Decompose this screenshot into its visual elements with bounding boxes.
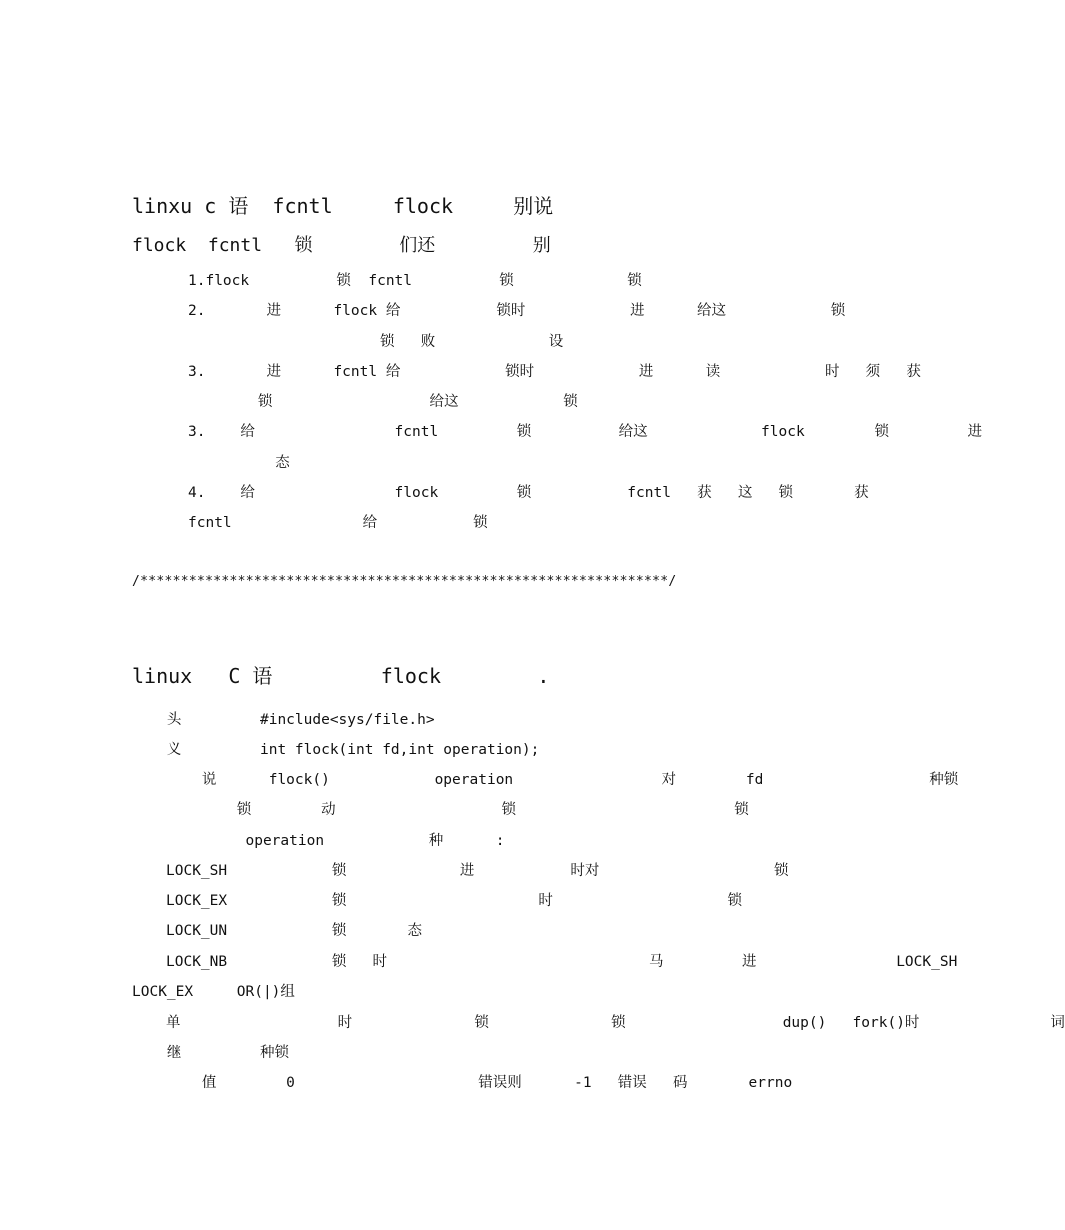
- section2-line: LOCK_NB 锁 时 马 进 LOCK_SH: [166, 954, 958, 970]
- section1-item: 4. 给 flock 锁 fcntl 获 这 锁 获: [188, 485, 869, 501]
- section2-title: linux C 语 flock .: [132, 664, 550, 688]
- section1-item: 2. 进 flock 给 锁时 进 给这 锁: [188, 303, 846, 319]
- section1-item: 3. 进 fcntl 给 锁时 进 读 时 须 获: [188, 364, 921, 380]
- section2-line: 锁 动 锁 锁: [132, 802, 749, 818]
- section1-title: linxu c 语 fcntl flock 别说: [132, 194, 554, 218]
- section1-item: 锁 给这 锁: [188, 394, 578, 410]
- section2-line: 单 时 锁 锁 dup() fork()时 词: [166, 1015, 1065, 1031]
- section2-line: LOCK_EX OR(|)组: [132, 984, 295, 1000]
- section1-item: 1.flock 锁 fcntl 锁 锁: [188, 273, 642, 289]
- section2-line: 头 #include<sys/file.h>: [132, 712, 435, 728]
- section2-line: 义 int flock(int fd,int operation);: [132, 742, 540, 758]
- section1-item: 3. 给 fcntl 锁 给这 flock 锁 进: [188, 424, 983, 440]
- section2-line: 说 flock() operation 对 fd 种锁: [132, 772, 959, 788]
- comment-separator: /*****************************************************************/: [132, 574, 677, 589]
- section1-item: 态: [188, 455, 290, 471]
- section2-line: operation 种 :: [132, 833, 505, 849]
- section2-line: LOCK_UN 锁 态: [166, 923, 422, 939]
- section1-item: fcntl 给 锁: [188, 515, 488, 531]
- section2-line: LOCK_SH 锁 进 时对 锁: [166, 863, 789, 879]
- section2-line: 值 0 错误则 -1 错误 码 errno: [132, 1075, 793, 1091]
- section1-item: 锁 败 设: [188, 334, 564, 350]
- section1-subtitle: flock fcntl 锁 们还 别: [132, 235, 551, 256]
- section2-line: 继 种锁: [132, 1045, 289, 1061]
- section2-line: LOCK_EX 锁 时 锁: [166, 893, 743, 909]
